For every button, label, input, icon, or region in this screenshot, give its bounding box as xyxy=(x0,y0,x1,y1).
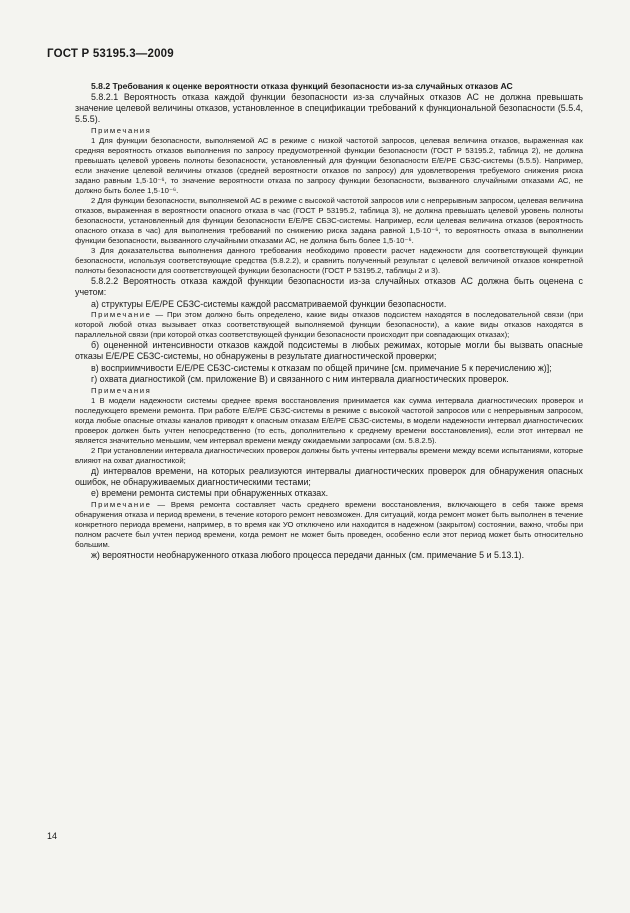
list-item-g: г) охвата диагностикой (см. приложение В) и связанного с ним интервала диагностических проверок. xyxy=(91,374,509,385)
list-item-d: д) интервалов времени, на которых реализуются интервалы диагностических проверок для обнаружения опасных ошибок, не обнаруживаемых диагностическими тестами; xyxy=(75,465,583,488)
standard-header: ГОСТ Р 53195.3—2009 xyxy=(47,48,174,60)
list-item-b: б) оцененной интенсивности отказов каждой подсистемы в любых режимах, которые могли бы вызвать опасные отказы Е/Е/РЕ СБЗС-системы, но обнаружены в результате диагностической проверки; xyxy=(75,340,583,362)
note2-1: 1 В модели надежности системы среднее время восстановления принимается как сумма интервала диагностических проверок и последующего времени ремонта. При работе Е/Е/РЕ СБЗС-системы в режиме с высокой частотой запросов или с непрерывным запросом, когда любые опасные отказы каналов приводят к опасным отказам Е/Е/РЕ СБЗС-системы, в модели надежности интервал диагностических проверок должен быть учтен непосредственно (то есть, дополнительно к среднему времени восстановления), если этот интервал не является значительно меньшим, чем интервал времени между ожидаемыми запросами (см. 5.8.2.5). xyxy=(75,395,583,445)
page-number: 14 xyxy=(47,831,58,841)
note2-2: 2 При установлении интервала диагностических проверок должны быть учтены интервалы времени между всеми испытаниями, которые влияют на охват диагностикой; xyxy=(75,445,583,465)
paragraph-5821: 5.8.2.1 Вероятность отказа каждой функции безопасности из-за случайных отказов АС не должна превышать значение целевой величины отказов, установленное в спецификации требований к функциональной безопасности (5.5.4, 5.5.5). xyxy=(75,91,583,125)
paragraph-5822: 5.8.2.2 Вероятность отказа каждой функции безопасности из-за случайных отказов АС должна быть оценена с учетом: xyxy=(75,275,583,298)
note-e xyxy=(75,500,583,550)
list-item-a: а) структуры Е/Е/РЕ СБЗС-системы каждой рассматриваемой функции безопасности. xyxy=(91,298,447,309)
note-1: 1 Для функции безопасности, выполняемой АС в режиме с низкой частотой запросов, целевая величина отказов, выраженная как средняя вероятность отказов выполнения по запросу предусмотренной функции безопасности (ГОСТ Р 53195.2, таблица 2), не должна превышать целевой уровень полноты безопасности, установленный для функции безопасности Е/Е/РЕ СБЗС-системы (5.5.5). Например, если значение целевой величины отказов (средней вероятности отказов по запросу) для удовлетворения требуемого снижения риска задано равным 1,5·10⁻⁶, то значение вероятности отказа по запросу функции безопасности, вызванного случайными отказами АС, не должно быть более 1,5·10⁻⁶. xyxy=(75,135,583,195)
note-e-label: Примечание xyxy=(91,499,152,509)
list-item-v: в) восприимчивости Е/Е/РЕ СБЗС-системы к отказам по общей причине [см. примечание 5 к перечислению ж)]; xyxy=(91,362,552,373)
note-a-label: Примечание xyxy=(91,310,152,320)
note-2: 2 Для функции безопасности, выполняемой АС в режиме с высокой частотой запросов или с непрерывным запросом, целевая величина отказов, выраженная в вероятности опасного отказа в час (ГОСТ Р 53195.2, таблица 3), не должна превышать целевой уровень полноты безопасности, установленный для функции безопасности Е/Е/РЕ СБЗС-системы. Например, если целевая величина отказов (вероятность опасного отказа в час) для выполнения требований по снижению риска задана равной 1,5·10⁻⁶, то вероятность отказа в выполнении функции безопасности, вызванного случайными отказами АС, не должна быть более 1,5·10⁻⁶. xyxy=(75,195,583,245)
notes2-title: Примечания xyxy=(91,385,152,395)
note-3: 3 Для доказательства выполнения данного требования необходимо провести расчет надежности для соответствующей функции безопасности, используя соответствующие средства (5.8.2.2), и сравнить полученный результат с целевой величиной отказов конкретной полноты безопасности для соответствующей функции безопасности (ГОСТ Р 53195.2, таблицы 2 и 3). xyxy=(75,245,583,275)
notes-title: Примечания xyxy=(91,125,152,135)
note-a-text: — При этом должно быть определено, какие виды отказов подсистем находятся в последовательной связи (при которой любой отказ вызывает отказ соответствующей выполняемой функции безопасности), а какие виды отказов находятся в параллельной связи (при которой отказ соответствующей функции безопасности происходит при совпадающих отказах); xyxy=(75,310,583,340)
list-item-e: е) времени ремонта системы при обнаруженных отказах. xyxy=(91,488,329,499)
section-heading: 5.8.2 Требования к оценке вероятности отказа функций безопасности из-за случайных отказов АС xyxy=(91,81,513,91)
note-e-text: — Время ремонта составляет часть среднего времени восстановления, включающего в себя также время обнаружения отказа и период времени, в течение которого ремонт невозможен. Для ситуаций, когда ремонт может быть выполнен в течение конкретного периода времени, например, в то время как УО отключено или находится в надежном (закрытом) состоянии, важно, чтобы при полном расчете был учтен период времени, когда ремонт не может быть проведен, особенно если этот период может быть относительно большим. xyxy=(75,499,583,549)
note-a xyxy=(75,310,583,340)
document-body xyxy=(75,81,583,561)
list-item-zh: ж) вероятности необнаруженного отказа любого процесса передачи данных (см. примечание 5 и 5.13.1). xyxy=(91,549,525,560)
